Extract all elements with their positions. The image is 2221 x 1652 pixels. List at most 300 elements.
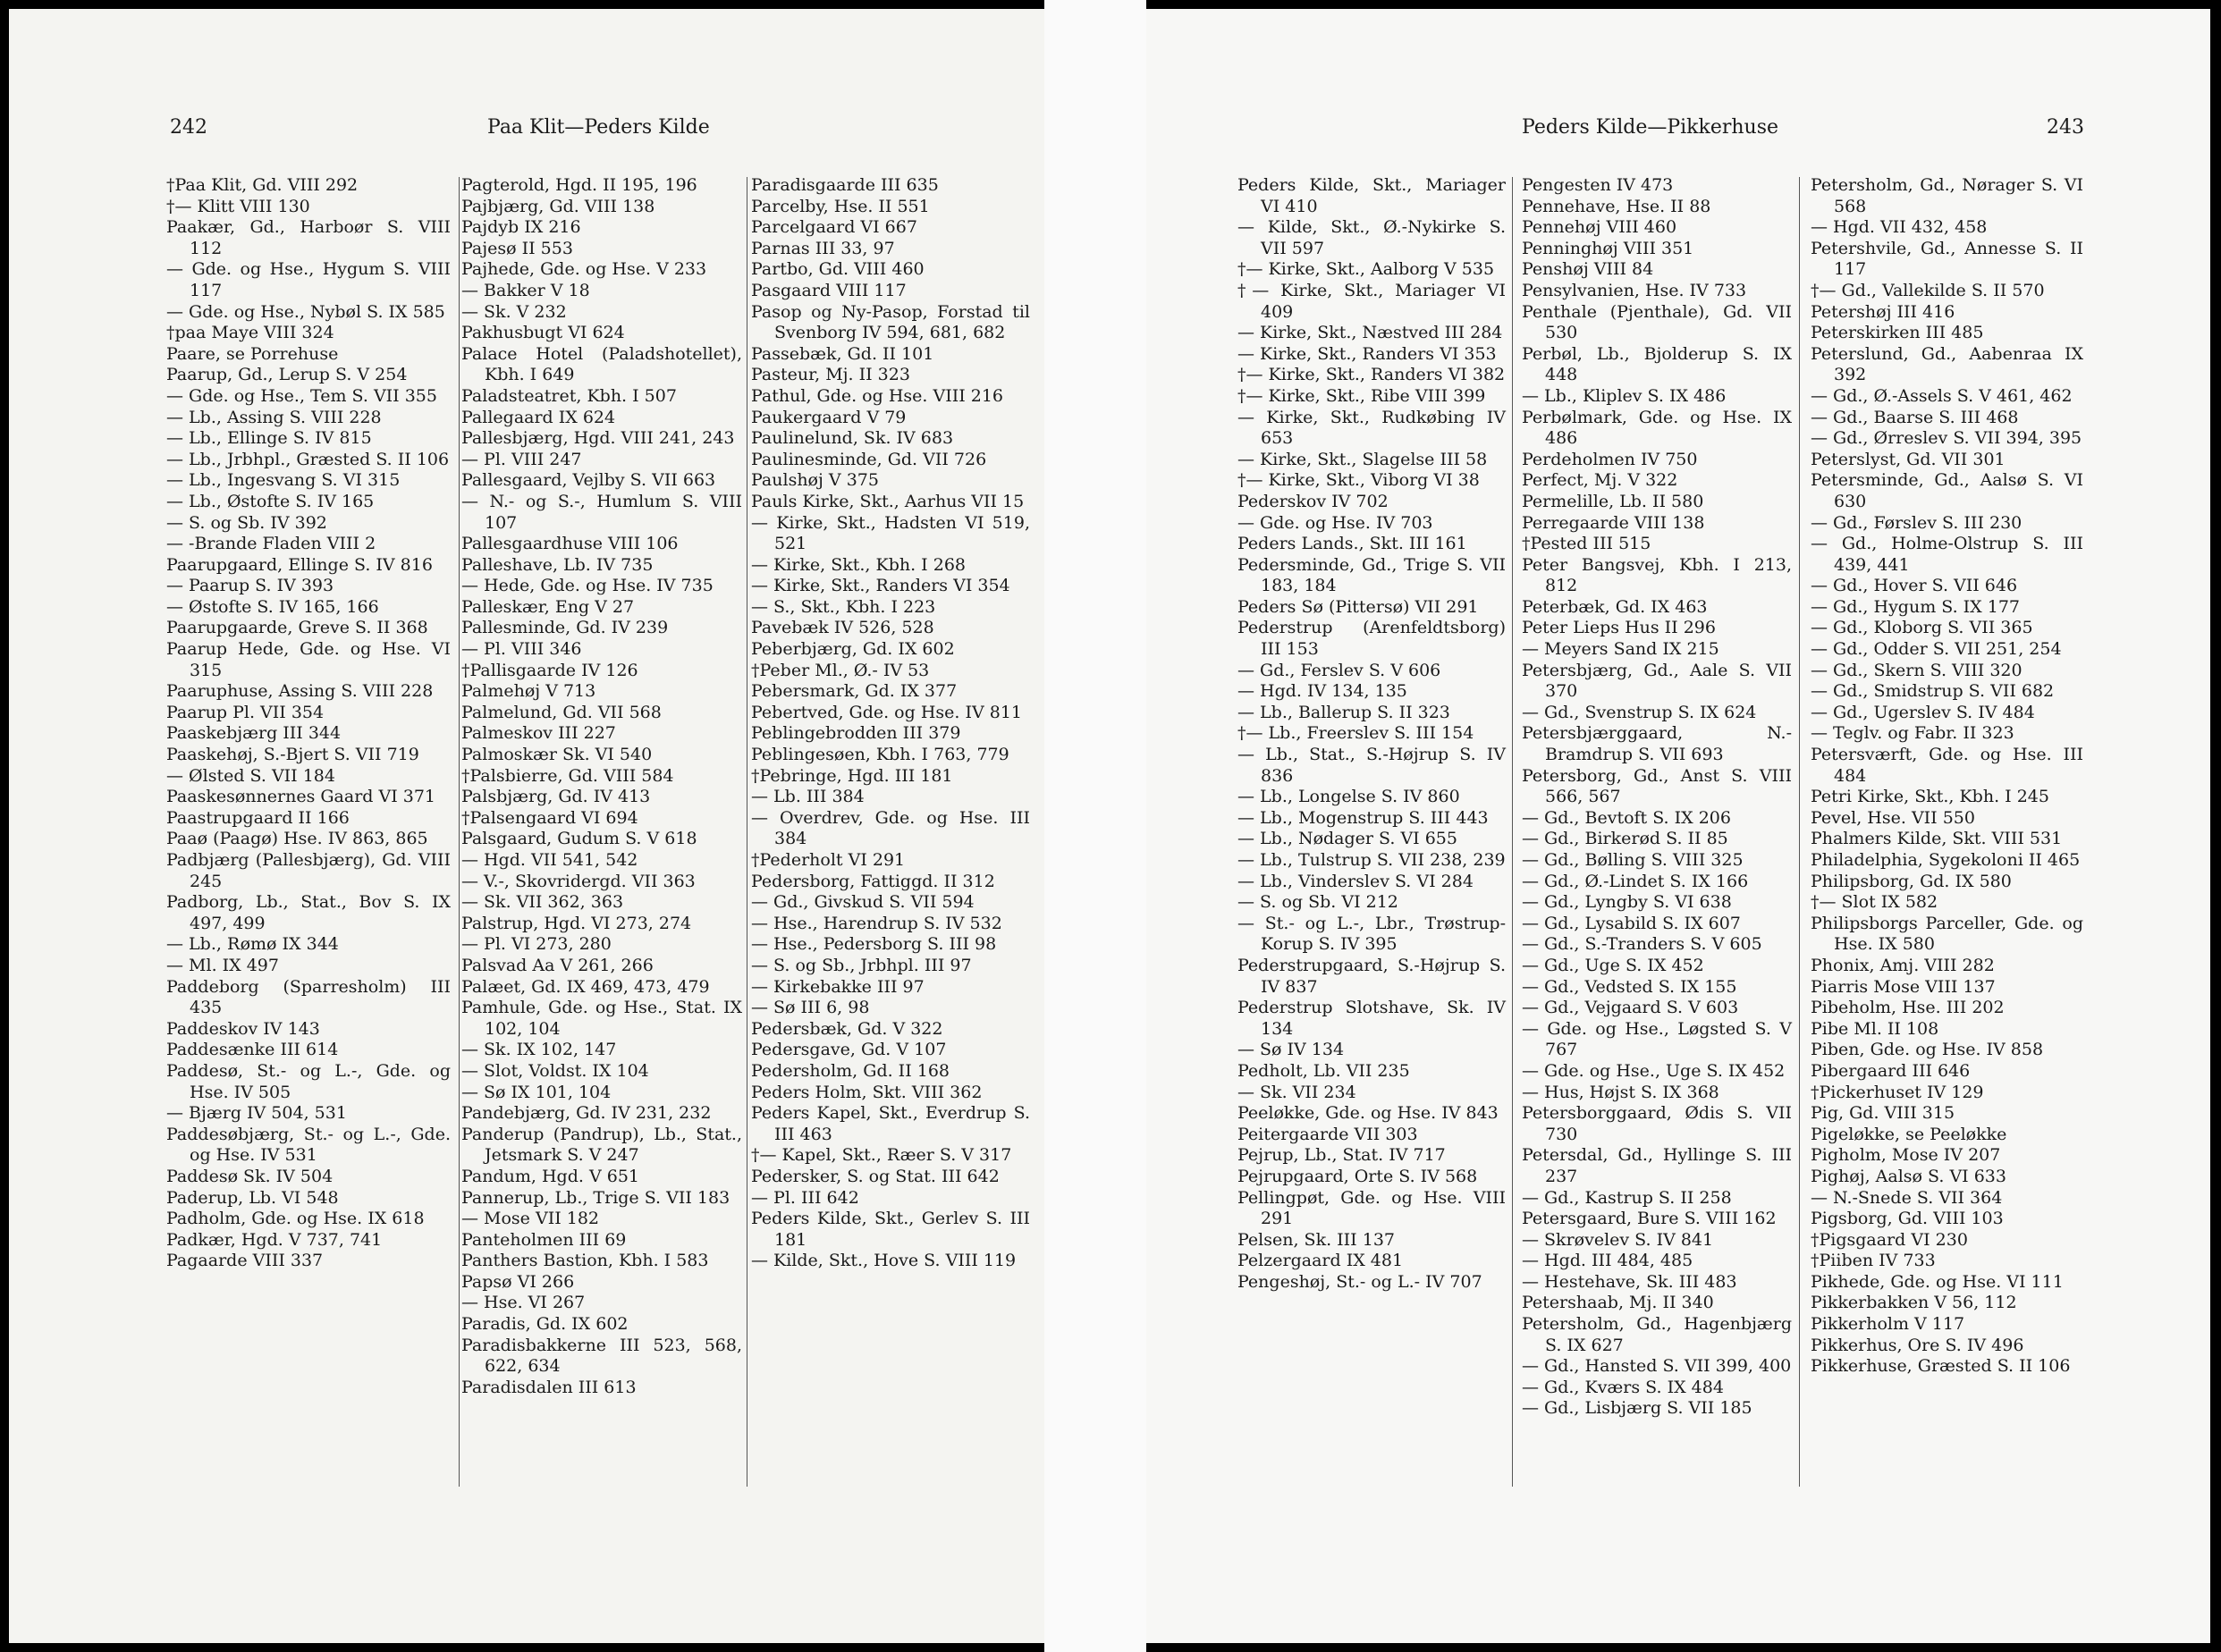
index-entry: Peeløkke, Gde. og Hse. IV 843: [1237, 1103, 1499, 1124]
index-entry: Partbo, Gd. VIII 460: [751, 259, 925, 280]
index-entry: Petersbjærggaard, N.-Bramdrup S. VII 693: [1522, 723, 1792, 765]
index-entry: — Lb., Longelse S. IV 860: [1237, 787, 1460, 807]
index-entry: Peblingesøen, Kbh. I 763, 779: [751, 745, 1009, 765]
index-entry: †— Kirke, Skt., Mariager VI 409: [1237, 280, 1506, 322]
index-entry: — Lb., Jrbhpl., Græsted S. II 106: [166, 449, 450, 469]
index-entry: — Lb., Ellinge S. IV 815: [166, 428, 372, 449]
index-entry: Perbøl, Lb., Bjolderup S. IX 448: [1522, 343, 1792, 385]
index-entry: Piben, Gde. og Hse. IV 858: [1811, 1040, 2044, 1060]
left-page: [9, 9, 1044, 1643]
index-entry: — Sk. VII 362, 363: [461, 892, 624, 913]
index-entry: — Pl. III 642: [751, 1187, 859, 1208]
index-entry: — Gd., Givskud S. VII 594: [751, 892, 975, 913]
index-entry: Permelille, Lb. II 580: [1522, 491, 1704, 511]
index-entry: Paaskehøj, S.-Bjert S. VII 719: [166, 745, 419, 765]
index-entry: — Gd., S.-Tranders S. V 605: [1522, 934, 1762, 955]
index-entry: Pederstrup (Arenfeldtsborg) III 153: [1237, 618, 1506, 660]
index-entry: — -Brande Fladen VIII 2: [166, 534, 376, 554]
index-entry: — Gd., Svenstrup S. IX 624: [1522, 702, 1757, 722]
index-entry: Pajdyb IX 216: [461, 217, 581, 238]
index-entry: — Gd., Birkerød S. II 85: [1522, 829, 1728, 849]
index-entry: Pennehøj VIII 460: [1522, 217, 1677, 238]
index-entry: †paa Maye VIII 324: [166, 323, 334, 343]
index-entry: — Østofte S. IV 165, 166: [166, 596, 379, 617]
index-entry: — Lb., Nødager S. VI 655: [1237, 829, 1457, 849]
index-entry: Pedersgave, Gd. V 107: [751, 1040, 947, 1060]
index-entry: Pasgaard VIII 117: [751, 280, 907, 300]
index-entry: Paarupgaard, Ellinge S. IV 816: [166, 554, 433, 575]
index-column-3: [1811, 175, 2083, 1378]
index-entry: Paderup, Lb. VI 548: [166, 1187, 339, 1208]
index-entry: Petersholm, Gd., Hagenbjærg S. IX 627: [1522, 1314, 1792, 1355]
index-entry: — Kirke, Skt., Kbh. I 268: [751, 554, 966, 575]
index-entry: Pengeshøj, St.- og L.- IV 707: [1237, 1271, 1482, 1292]
index-entry: — Gd., Skern S. VIII 320: [1811, 660, 2023, 680]
index-entry: — Kilde, Skt., Hove S. VIII 119: [751, 1251, 1017, 1271]
index-entry: Pallesgaard, Vejlby S. VII 663: [461, 470, 716, 491]
index-entry: Pavebæk IV 526, 528: [751, 618, 934, 638]
index-entry: Pig, Gd. VIII 315: [1811, 1103, 1955, 1124]
index-entry: Passebæk, Gd. II 101: [751, 343, 934, 364]
index-entry: Paakær, Gd., Harboør S. VIII 112: [166, 217, 451, 258]
index-entry: — Gde. og Hse., Løgsted S. V 767: [1522, 1018, 1792, 1060]
index-entry: Perdeholmen IV 750: [1522, 449, 1698, 469]
index-entry: — Kirke, Skt., Slagelse III 58: [1237, 449, 1488, 469]
index-entry: Pejrup, Lb., Stat. IV 717: [1237, 1145, 1446, 1166]
column-rule: [1512, 177, 1513, 1487]
page-number-left: 242: [170, 116, 207, 139]
index-entry: — Skrøvelev S. IV 841: [1522, 1229, 1714, 1250]
index-entry: †Pallisgaarde IV 126: [461, 660, 638, 680]
index-entry: †— Slot IX 582: [1811, 892, 1938, 913]
index-entry: Paulshøj V 375: [751, 470, 879, 491]
index-entry: Pasop og Ny-Pasop, Forstad til Svenborg IV 594, 681, 682: [751, 301, 1030, 343]
index-entry: — Kirke, Skt., Hadsten VI 519, 521: [751, 512, 1030, 554]
index-entry: — Pl. VIII 247: [461, 449, 582, 469]
index-entry: — Gd., Uge S. IX 452: [1522, 955, 1704, 975]
index-column-2: [1522, 175, 1792, 1420]
index-entry: Palleshave, Lb. IV 735: [461, 554, 654, 575]
index-entry: Peberbjærg, Gd. IX 602: [751, 639, 955, 660]
index-entry: Pejrupgaard, Orte S. IV 568: [1237, 1166, 1478, 1186]
index-entry: †— Kirke, Skt., Viborg VI 38: [1237, 470, 1480, 491]
index-entry: — Gd., Ferslev S. V 606: [1237, 660, 1441, 680]
index-entry: Pallegaard IX 624: [461, 407, 616, 427]
index-entry: — Lb., Mogenstrup S. III 443: [1237, 807, 1489, 828]
index-entry: — Gd., Hover S. VII 646: [1811, 576, 2018, 596]
index-entry: Paaskesønnernes Gaard VI 371: [166, 787, 436, 807]
index-entry: — Gd., Lisbjærg S. VII 185: [1522, 1398, 1752, 1419]
index-entry: Petersborg, Gd., Anst S. VIII 566, 567: [1522, 765, 1792, 807]
index-entry: Phalmers Kilde, Skt. VIII 531: [1811, 829, 2063, 849]
index-entry: †Pederholt VI 291: [751, 850, 906, 870]
index-entry: Palmeskov III 227: [461, 723, 616, 744]
index-entry: — Gd., Odder S. VII 251, 254: [1811, 639, 2062, 660]
index-entry: †Pigsgaard VI 230: [1811, 1229, 1968, 1250]
index-entry: — S., Skt., Kbh. I 223: [751, 596, 936, 617]
index-entry: Pedholt, Lb. VII 235: [1237, 1060, 1410, 1081]
index-entry: — Hgd. VII 432, 458: [1811, 217, 1988, 238]
index-entry: Pagterold, Hgd. II 195, 196: [461, 175, 697, 195]
index-entry: Paare, se Porrehuse: [166, 343, 339, 364]
index-entry: Pikkerbakken V 56, 112: [1811, 1293, 2017, 1313]
index-entry: Pajbjærg, Gd. VIII 138: [461, 196, 655, 216]
index-entry: — Gd., Lysabild S. IX 607: [1522, 913, 1741, 933]
index-entry: Petersdal, Gd., Hyllinge S. III 237: [1522, 1145, 1792, 1186]
index-entry: Penshøj VIII 84: [1522, 259, 1654, 280]
index-entry: †Piiben IV 733: [1811, 1251, 1936, 1271]
index-entry: — Hede, Gde. og Hse. IV 735: [461, 576, 714, 596]
index-entry: — Pl. VI 273, 280: [461, 934, 612, 955]
index-entry: — Hse., Pedersborg S. III 98: [751, 934, 997, 955]
index-entry: Pibergaard III 646: [1811, 1060, 1971, 1081]
running-head-right: Peders Kilde—Pikkerhuse: [1522, 116, 1779, 139]
index-entry: †Peber Ml., Ø.- IV 53: [751, 660, 930, 680]
index-entry: Pallesbjærg, Hgd. VIII 241, 243: [461, 428, 735, 449]
index-entry: Parnas III 33, 97: [751, 238, 895, 258]
index-entry: †— Kirke, Skt., Randers VI 382: [1237, 365, 1506, 385]
index-entry: Palæet, Gd. IX 469, 473, 479: [461, 976, 710, 997]
index-entry: Paradisdalen III 613: [461, 1377, 637, 1397]
index-entry: Peders Lands., Skt. III 161: [1237, 534, 1467, 554]
index-entry: †Palsengaard VI 694: [461, 807, 638, 828]
index-entry: — Lb., Assing S. VIII 228: [166, 407, 382, 427]
index-entry: Peders Holm, Skt. VIII 362: [751, 1082, 983, 1102]
index-entry: †— Klitt VIII 130: [166, 196, 310, 216]
index-entry: — Kirke, Skt., Rudkøbing IV 653: [1237, 407, 1506, 449]
index-entry: Pathul, Gde. og Hse. VIII 216: [751, 385, 1004, 406]
index-entry: — Gd., Lyngby S. VI 638: [1522, 892, 1732, 913]
index-entry: Peterslund, Gd., Aabenraa IX 392: [1811, 343, 2083, 385]
index-entry: Padholm, Gde. og Hse. IX 618: [166, 1209, 425, 1229]
index-entry: — S. og Sb., Jrbhpl. III 97: [751, 955, 972, 975]
index-entry: — Gd., Hygum S. IX 177: [1811, 596, 2021, 617]
index-entry: Paastrupgaard II 166: [166, 807, 350, 828]
index-entry: — Lb. III 384: [751, 787, 865, 807]
index-entry: Paradisbakkerne III 523, 568, 622, 634: [461, 1335, 742, 1377]
index-entry: Penninghøj VIII 351: [1522, 238, 1694, 258]
index-entry: — Hgd. III 484, 485: [1522, 1251, 1693, 1271]
index-entry: — Sk. VII 234: [1237, 1082, 1356, 1102]
index-entry: †Pested III 515: [1522, 534, 1651, 554]
index-entry: — Sø IV 134: [1237, 1040, 1345, 1060]
index-entry: — Kirkebakke III 97: [751, 976, 925, 997]
index-entry: Pikhede, Gde. og Hse. VI 111: [1811, 1271, 2064, 1292]
index-entry: Peders Kapel, Skt., Everdrup S. III 463: [751, 1103, 1030, 1144]
index-entry: Padkær, Hgd. V 737, 741: [166, 1229, 383, 1250]
index-entry: Pikkerhus, Ore S. IV 496: [1811, 1335, 2024, 1355]
index-entry: Pedersminde, Gd., Trige S. VII 183, 184: [1237, 554, 1506, 596]
index-entry: — Ml. IX 497: [166, 955, 279, 975]
index-entry: — Lb., Vinderslev S. VI 284: [1237, 871, 1474, 891]
index-entry: Pederstrup Slotshave, Sk. IV 134: [1237, 998, 1506, 1039]
index-entry: — Kirke, Skt., Næstved III 284: [1237, 323, 1503, 343]
index-entry: Philipsborgs Parceller, Gde. og Hse. IX 580: [1811, 913, 2083, 955]
index-entry: Palmehøj V 713: [461, 681, 596, 702]
index-entry: — Kilde, Skt., Ø.-Nykirke S. VII 597: [1237, 217, 1506, 258]
index-entry: Palmoskær Sk. VI 540: [461, 745, 653, 765]
index-entry: Pibe Ml. II 108: [1811, 1018, 1939, 1039]
index-entry: Paladsteatret, Kbh. I 507: [461, 385, 677, 406]
index-entry: Pannerup, Lb., Trige S. VII 183: [461, 1187, 730, 1208]
index-entry: Pelsen, Sk. III 137: [1237, 1229, 1395, 1250]
index-entry: Pelzergaard IX 481: [1237, 1251, 1404, 1271]
index-entry: Philadelphia, Sygekoloni II 465: [1811, 850, 2081, 870]
index-entry: †— Kirke, Skt., Ribe VIII 399: [1237, 385, 1486, 406]
index-entry: Pikkerhuse, Græsted S. II 106: [1811, 1356, 2071, 1377]
index-entry: — Gd., Ø.-Lindet S. IX 166: [1522, 871, 1749, 891]
index-entry: Pakhusbugt VI 624: [461, 323, 625, 343]
index-entry: — Mose VII 182: [461, 1209, 600, 1229]
index-entry: Paarup Hede, Gde. og Hse. VI 315: [166, 639, 451, 680]
index-entry: — Lb., Ballerup S. II 323: [1237, 702, 1450, 722]
index-entry: — Hus, Højst S. IX 368: [1522, 1082, 1719, 1102]
index-entry: — Sø III 6, 98: [751, 998, 870, 1018]
index-entry: Panderup (Pandrup), Lb., Stat., Jetsmark S. V 247: [461, 1124, 742, 1166]
index-entry: — Gd., Bevtoft S. IX 206: [1522, 807, 1731, 828]
index-entry: Petersværft, Gde. og Hse. III 484: [1811, 745, 2083, 786]
index-entry: Petri Kirke, Skt., Kbh. I 245: [1811, 787, 2049, 807]
index-entry: — Lb., Rømø IX 344: [166, 934, 339, 955]
index-entry: — Gd., Smidstrup S. VII 682: [1811, 681, 2055, 702]
index-entry: Pellingpøt, Gde. og Hse. VIII 291: [1237, 1187, 1506, 1229]
index-entry: Paulinesminde, Gd. VII 726: [751, 449, 987, 469]
index-entry: Palstrup, Hgd. VI 273, 274: [461, 913, 692, 933]
index-entry: Perfect, Mj. V 322: [1522, 470, 1678, 491]
index-entry: Pajesø II 553: [461, 238, 573, 258]
index-entry: Phonix, Amj. VIII 282: [1811, 955, 1995, 975]
index-entry: Petersborggaard, Ødis S. VII 730: [1522, 1103, 1792, 1144]
right-page: [1146, 9, 2210, 1643]
index-entry: — Kirke, Skt., Randers VI 353: [1237, 343, 1497, 364]
index-column-2: [461, 175, 742, 1398]
index-entry: Pederskov IV 702: [1237, 491, 1389, 511]
index-entry: Pigeløkke, se Peeløkke: [1811, 1124, 2007, 1144]
index-entry: Paradis, Gd. IX 602: [461, 1314, 629, 1335]
index-entry: — Hgd. IV 134, 135: [1237, 681, 1407, 702]
index-entry: — Sø IX 101, 104: [461, 1082, 612, 1102]
index-entry: Parcelgaard VI 667: [751, 217, 917, 238]
index-entry: Perregaarde VIII 138: [1522, 512, 1705, 533]
index-entry: Pigholm, Mose IV 207: [1811, 1145, 2001, 1166]
index-entry: Paddeborg (Sparresholm) III 435: [166, 976, 451, 1018]
index-entry: †Paa Klit, Gd. VIII 292: [166, 175, 359, 195]
index-entry: Pedersholm, Gd. II 168: [751, 1060, 950, 1081]
index-entry: Petershøj III 416: [1811, 301, 1955, 322]
index-entry: Padbjærg (Pallesbjærg), Gd. VIII 245: [166, 850, 451, 891]
index-entry: Paarupgaarde, Greve S. II 368: [166, 618, 428, 638]
index-entry: — Gd., Kloborg S. VII 365: [1811, 618, 2033, 638]
index-entry: Paddesøbjærg, St.- og L.-, Gde. og Hse. IV 531: [166, 1124, 451, 1166]
index-entry: Paddesø, St.- og L.-, Gde. og Hse. IV 505: [166, 1060, 451, 1102]
index-entry: — Gde. og Hse., Nybøl S. IX 585: [166, 301, 445, 322]
index-entry: Paddesænke III 614: [166, 1040, 339, 1060]
index-entry: — Gde. og Hse. IV 703: [1237, 512, 1433, 533]
index-entry: Paarup, Gd., Lerup S. V 254: [166, 365, 408, 385]
index-entry: Peders Kilde, Skt., Mariager VI 410: [1237, 175, 1506, 216]
index-entry: — Lb., Ingesvang S. VI 315: [166, 470, 401, 491]
index-entry: Peitergaarde VII 303: [1237, 1124, 1418, 1144]
index-entry: — Gd., Ø.-Assels S. V 461, 462: [1811, 385, 2073, 406]
index-entry: — Gd., Ugerslev S. IV 484: [1811, 702, 2035, 722]
index-entry: Parcelby, Hse. II 551: [751, 196, 930, 216]
index-entry: Paaø (Paagø) Hse. IV 863, 865: [166, 829, 428, 849]
index-entry: — Gd., Vedsted S. IX 155: [1522, 976, 1737, 997]
index-entry: Peter Bangsvej, Kbh. I 213, 812: [1522, 554, 1792, 596]
index-entry: — Lb., Kliplev S. IX 486: [1522, 385, 1727, 406]
index-entry: Petershaab, Mj. II 340: [1522, 1293, 1714, 1313]
index-entry: Peders Kilde, Skt., Gerlev S. III 181: [751, 1209, 1030, 1250]
index-entry: Piarris Mose VIII 137: [1811, 976, 1996, 997]
index-entry: — Teglv. og Fabr. II 323: [1811, 723, 2014, 744]
index-column-1: [166, 175, 451, 1272]
index-entry: Pasteur, Mj. II 323: [751, 365, 910, 385]
index-entry: — Gd., Ørreslev S. VII 394, 395: [1811, 428, 2082, 449]
index-entry: Palmelund, Gd. VII 568: [461, 702, 662, 722]
index-entry: Paaskebjærg III 344: [166, 723, 342, 744]
index-entry: — Sk. IX 102, 147: [461, 1040, 617, 1060]
index-entry: — Overdrev, Gde. og Hse. III 384: [751, 807, 1030, 849]
index-entry: Palsbjærg, Gd. IV 413: [461, 787, 651, 807]
column-rule: [459, 177, 460, 1487]
index-entry: Petersholm, Gd., Nørager S. VI 568: [1811, 175, 2083, 216]
index-entry: Paarup Pl. VII 354: [166, 702, 325, 722]
index-entry: †— Kapel, Skt., Ræer S. V 317: [751, 1145, 1012, 1166]
index-entry: — Gd., Førslev S. III 230: [1811, 512, 2023, 533]
index-entry: Pedersborg, Fattiggd. II 312: [751, 871, 995, 891]
index-entry: — Pl. VIII 346: [461, 639, 582, 660]
index-entry: Paradisgaarde III 635: [751, 175, 939, 195]
index-entry: Philipsborg, Gd. IX 580: [1811, 871, 2012, 891]
index-entry: Pigsborg, Gd. VIII 103: [1811, 1209, 2004, 1229]
index-entry: — Ølsted S. VII 184: [166, 765, 335, 786]
index-entry: †Palsbierre, Gd. VIII 584: [461, 765, 674, 786]
index-entry: Pensylvanien, Hse. IV 733: [1522, 280, 1747, 300]
index-entry: Pibeholm, Hse. III 202: [1811, 998, 2005, 1018]
index-entry: — Bakker V 18: [461, 280, 590, 300]
index-entry: — N.-Snede S. VII 364: [1811, 1187, 2003, 1208]
index-entry: — Hse. VI 267: [461, 1293, 586, 1313]
index-entry: — Hgd. VII 541, 542: [461, 850, 638, 870]
index-entry: — Lb., Østofte S. IV 165: [166, 491, 375, 511]
index-entry: — St.- og L.-, Lbr., Trøstrup-Korup S. IV 395: [1237, 913, 1506, 955]
index-entry: Petersgaard, Bure S. VIII 162: [1522, 1209, 1777, 1229]
index-entry: Papsø VI 266: [461, 1271, 575, 1292]
index-entry: Pevel, Hse. VII 550: [1811, 807, 1975, 828]
index-entry: Padborg, Lb., Stat., Bov S. IX 497, 499: [166, 892, 451, 933]
index-entry: Pedersbæk, Gd. V 322: [751, 1018, 943, 1039]
index-entry: Peterslyst, Gd. VII 301: [1811, 449, 2006, 469]
index-entry: Pikkerholm V 117: [1811, 1314, 1965, 1335]
index-entry: Panthers Bastion, Kbh. I 583: [461, 1251, 709, 1271]
index-entry: Paddeskov IV 143: [166, 1018, 320, 1039]
index-entry: Pagaarde VIII 337: [166, 1251, 324, 1271]
index-entry: Pebersmark, Gd. IX 377: [751, 681, 958, 702]
index-entry: †Pickerhuset IV 129: [1811, 1082, 1984, 1102]
index-column-3: [751, 175, 1030, 1272]
index-entry: Pajhede, Gde. og Hse. V 233: [461, 259, 707, 280]
index-column-1: [1237, 175, 1506, 1293]
index-entry: Palsgaard, Gudum S. V 618: [461, 829, 697, 849]
index-entry: — Sk. V 232: [461, 301, 567, 322]
index-entry: — Kirke, Skt., Randers VI 354: [751, 576, 1010, 596]
index-entry: — Gd., Holme-Olstrup S. III 439, 441: [1811, 534, 2083, 575]
column-rule: [1799, 177, 1800, 1487]
index-entry: Pandebjærg, Gd. IV 231, 232: [461, 1103, 712, 1124]
index-entry: — Slot, Voldst. IX 104: [461, 1060, 649, 1081]
index-entry: Pedersker, S. og Stat. III 642: [751, 1166, 1000, 1186]
index-entry: Petersminde, Gd., Aalsø S. VI 630: [1811, 470, 2083, 511]
index-entry: — Gd., Kastrup S. II 258: [1522, 1187, 1732, 1208]
index-entry: — Gd., Hansted S. VII 399, 400: [1522, 1356, 1792, 1377]
index-entry: — Lb., Stat., S.-Højrup S. IV 836: [1237, 745, 1506, 786]
index-entry: Palace Hotel (Paladshotellet), Kbh. I 649: [461, 343, 742, 385]
index-entry: Peblingebrodden III 379: [751, 723, 961, 744]
index-entry: Palleskær, Eng V 27: [461, 596, 635, 617]
index-entry: †— Gd., Vallekilde S. II 570: [1811, 280, 2045, 300]
index-entry: — Lb., Tulstrup S. VII 238, 239: [1237, 850, 1506, 870]
index-entry: Palsvad Aa V 261, 266: [461, 955, 654, 975]
index-entry: Pederstrupgaard, S.-Højrup S. IV 837: [1237, 955, 1506, 997]
index-entry: Pennehave, Hse. II 88: [1522, 196, 1711, 216]
index-entry: — Paarup S. IV 393: [166, 576, 334, 596]
index-entry: †Pebringe, Hgd. III 181: [751, 765, 953, 786]
index-entry: Pallesminde, Gd. IV 239: [461, 618, 669, 638]
index-entry: †— Lb., Freerslev S. III 154: [1237, 723, 1474, 744]
index-entry: †— Kirke, Skt., Aalborg V 535: [1237, 259, 1495, 280]
index-entry: — Bjærg IV 504, 531: [166, 1103, 347, 1124]
index-entry: Panteholmen III 69: [461, 1229, 627, 1250]
index-entry: — Gd., Kværs S. IX 484: [1522, 1377, 1724, 1397]
index-entry: Peter Lieps Hus II 296: [1522, 618, 1716, 638]
index-entry: Pighøj, Aalsø S. VI 633: [1811, 1166, 2006, 1186]
index-entry: Peterskirken III 485: [1811, 323, 1984, 343]
index-entry: — N.- og S.-, Humlum S. VIII 107: [461, 491, 742, 533]
index-entry: — S. og Sb. IV 392: [166, 512, 327, 533]
index-entry: — Meyers Sand IX 215: [1522, 639, 1719, 660]
index-entry: Paaruphuse, Assing S. VIII 228: [166, 681, 434, 702]
index-entry: — Gd., Bølling S. VIII 325: [1522, 850, 1744, 870]
index-entry: Petershvile, Gd., Annesse S. II 117: [1811, 238, 2083, 280]
index-entry: Peders Sø (Pittersø) VII 291: [1237, 596, 1479, 617]
index-entry: — Gde. og Hse., Tem S. VII 355: [166, 385, 437, 406]
index-entry: — S. og Sb. VI 212: [1237, 892, 1398, 913]
index-entry: Peterbæk, Gd. IX 463: [1522, 596, 1708, 617]
running-head-left: Paa Klit—Peders Kilde: [487, 116, 710, 139]
index-entry: Petersbjærg, Gd., Aale S. VII 370: [1522, 660, 1792, 702]
index-entry: — Gd., Vejgaard S. V 603: [1522, 998, 1739, 1018]
index-entry: — Hse., Harendrup S. IV 532: [751, 913, 1002, 933]
index-entry: Paulinelund, Sk. IV 683: [751, 428, 954, 449]
index-entry: Pengesten IV 473: [1522, 175, 1674, 195]
index-entry: Pebertved, Gde. og Hse. IV 811: [751, 702, 1022, 722]
index-entry: Perbølmark, Gde. og Hse. IX 486: [1522, 407, 1792, 449]
index-entry: — V.-, Skovridergd. VII 363: [461, 871, 696, 891]
index-entry: Pauls Kirke, Skt., Aarhus VII 15: [751, 491, 1025, 511]
index-entry: Paukergaard V 79: [751, 407, 907, 427]
index-entry: — Hestehave, Sk. III 483: [1522, 1271, 1737, 1292]
index-entry: — Gd., Baarse S. III 468: [1811, 407, 2019, 427]
index-entry: — Gde. og Hse., Uge S. IX 452: [1522, 1060, 1786, 1081]
index-entry: Pamhule, Gde. og Hse., Stat. IX 102, 104: [461, 998, 742, 1039]
index-entry: Pandum, Hgd. V 651: [461, 1166, 639, 1186]
book-gutter: [1044, 0, 1146, 1652]
index-entry: Pallesgaardhuse VIII 106: [461, 534, 679, 554]
index-entry: Penthale (Pjenthale), Gd. VII 530: [1522, 301, 1792, 343]
page-number-right: 243: [2047, 116, 2084, 139]
index-entry: — Gde. og Hse., Hygum S. VIII 117: [166, 259, 451, 300]
index-entry: Paddesø Sk. IV 504: [166, 1166, 334, 1186]
